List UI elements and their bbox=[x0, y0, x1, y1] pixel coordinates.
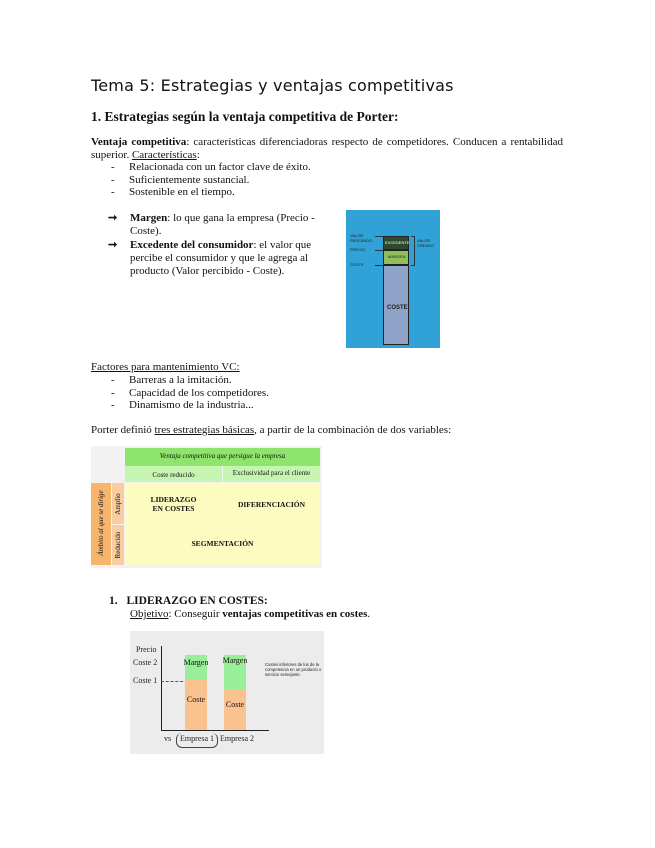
coste-box-label: COSTE bbox=[387, 305, 408, 311]
valor-percibido-label: VALOR PERCIBIDO bbox=[350, 233, 373, 243]
strategy-table bbox=[91, 446, 322, 568]
objetivo-line bbox=[130, 608, 370, 620]
list-item: - Barreras a la imitación. bbox=[91, 374, 269, 387]
list-item bbox=[108, 212, 318, 238]
list-item: - Sostenible en el tiempo. bbox=[91, 186, 311, 199]
side-header-text: Ámbito al que se dirige bbox=[97, 490, 105, 556]
bar-coste bbox=[224, 690, 246, 730]
caracteristicas-list bbox=[91, 161, 311, 199]
cell-liderazgo-line1: LIDERAZGO bbox=[150, 495, 197, 504]
cell-diferenciacion: DIFERENCIACIÓN bbox=[237, 500, 306, 509]
list-item: - Capacidad de los competidores. bbox=[91, 387, 269, 400]
axis-prefix: vs bbox=[164, 734, 172, 743]
bar-coste bbox=[185, 680, 207, 730]
factores-list bbox=[91, 374, 269, 412]
row1-header bbox=[112, 483, 124, 524]
margen-box-label: MARGEN bbox=[388, 254, 406, 259]
col1-text: Coste reducido bbox=[152, 471, 195, 479]
valor-line bbox=[375, 236, 383, 237]
arrow-icon: ➞ bbox=[108, 239, 118, 251]
margen-text: : lo que gana la empresa (Precio - Coste). bbox=[130, 212, 315, 237]
coste-line bbox=[375, 265, 383, 266]
precio-line bbox=[375, 250, 383, 251]
list-item bbox=[108, 239, 318, 278]
margen-list bbox=[108, 212, 318, 279]
margin-figure bbox=[346, 210, 440, 348]
col2-header bbox=[223, 466, 320, 482]
porter-paragraph bbox=[91, 424, 451, 436]
objetivo-label: Objetivo bbox=[130, 608, 169, 620]
top-header-text: Ventaja competitiva que persigue la empresa bbox=[159, 452, 286, 460]
list-item: - Dinamismo de la industria... bbox=[91, 399, 269, 412]
excedente-box bbox=[383, 236, 409, 250]
y-axis bbox=[161, 646, 162, 730]
row2-text: Reducido bbox=[114, 531, 122, 559]
liderazgo-heading bbox=[109, 595, 268, 607]
y-tick-label: Coste 1 bbox=[133, 676, 158, 685]
chart-annotation: Costes inferiores de los de la competencia en un producto o servicio semejante. bbox=[265, 662, 322, 677]
page-title: Tema 5: Estrategias y ventajas competitivas bbox=[91, 76, 454, 95]
x-tick-label: Empresa 1 bbox=[180, 734, 214, 743]
objetivo-text: : Conseguir bbox=[168, 608, 223, 620]
x-axis bbox=[161, 730, 269, 731]
ventaja-paragraph bbox=[91, 136, 563, 162]
margen-term: Margen bbox=[130, 212, 168, 224]
precio-label: PRECIO bbox=[350, 247, 366, 252]
bar-margen-label: Margen bbox=[222, 656, 248, 665]
bar-margen bbox=[185, 655, 207, 680]
ventaja-text: : características diferenciadoras respecto de competidores. Conducen a rentabilidad superior. bbox=[91, 136, 563, 161]
caracteristicas-label: Características bbox=[131, 149, 197, 161]
porter-link: tres estrategias básicas bbox=[154, 424, 255, 436]
bar-margen-label: Margen bbox=[183, 658, 209, 667]
porter-pre: Porter definió bbox=[91, 424, 155, 436]
col1-header bbox=[125, 466, 222, 482]
liderazgo-number: 1. bbox=[109, 595, 118, 607]
side-header bbox=[91, 483, 111, 565]
bar-coste-label: Coste bbox=[186, 695, 206, 704]
list-item: - Suficientemente sustancial. bbox=[91, 174, 311, 187]
excedente-term: Excedente del consumidor bbox=[130, 239, 254, 251]
bar-margen bbox=[224, 655, 246, 690]
arrow-icon: ➞ bbox=[108, 212, 118, 224]
liderazgo-title: LIDERAZGO EN COSTES: bbox=[126, 595, 268, 607]
row2-header bbox=[112, 525, 124, 565]
coste-label: COSTE bbox=[350, 262, 364, 267]
cost-chart bbox=[130, 631, 324, 754]
cell-liderazgo bbox=[125, 495, 222, 513]
excedente-text: : el valor que percibe el consumidor y que le agrega al producto (Valor percibido - Coste). bbox=[130, 239, 312, 277]
factores-label: Factores para mantenimiento VC: bbox=[91, 361, 240, 373]
cell-liderazgo-line2: EN COSTES bbox=[152, 504, 195, 513]
caracteristicas-colon: : bbox=[196, 149, 200, 161]
y-tick-label: Coste 2 bbox=[133, 658, 158, 667]
objetivo-bold: ventajas competitivas en costes bbox=[222, 608, 368, 620]
bar-coste-label: Coste bbox=[225, 700, 245, 709]
col2-text: Exclusividad para el cliente bbox=[232, 469, 311, 477]
objetivo-end: . bbox=[367, 608, 371, 620]
y-tick-label: Precio bbox=[136, 645, 157, 654]
margen-box bbox=[383, 250, 409, 265]
coste-box bbox=[383, 265, 409, 345]
empresa1-bracket bbox=[176, 733, 218, 748]
valor-creado-brace bbox=[411, 236, 415, 266]
x-tick-label: Empresa 2 bbox=[220, 734, 254, 743]
valor-creado-label: VALOR CREADO bbox=[417, 238, 435, 248]
cell-segmentacion: SEGMENTACIÓN bbox=[191, 539, 254, 548]
porter-post: , a partir de la combinación de dos variables: bbox=[254, 424, 452, 436]
excedente-box-label: EXCEDENTE bbox=[385, 240, 410, 245]
row1-text: Amplio bbox=[114, 493, 122, 515]
top-header bbox=[125, 448, 320, 466]
list-item: - Relacionada con un factor clave de éxito. bbox=[91, 161, 311, 174]
ventaja-term: Ventaja competitiva bbox=[91, 136, 187, 148]
section-heading: 1. Estrategias según la ventaja competitiva de Porter: bbox=[91, 109, 399, 124]
